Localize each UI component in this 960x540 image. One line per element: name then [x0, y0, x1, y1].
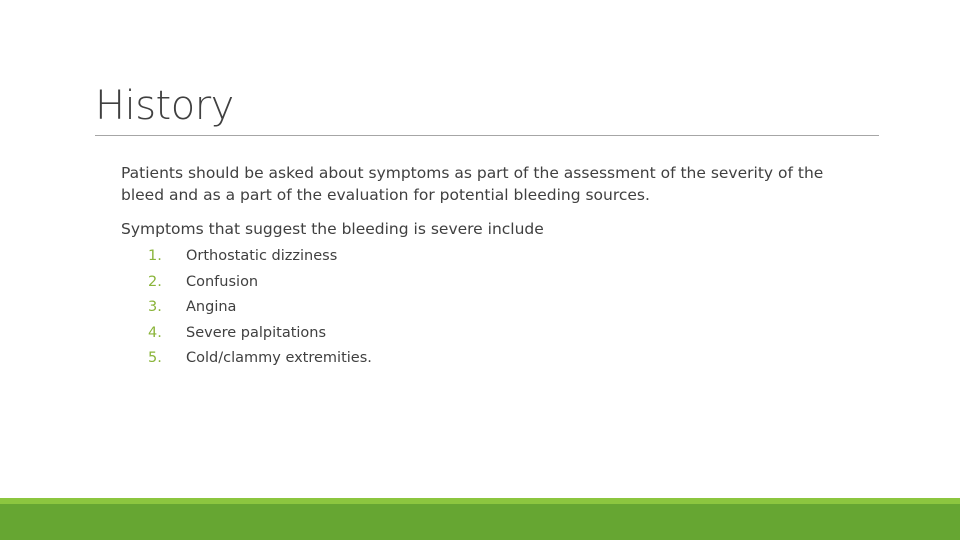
- body-paragraph-1: Patients should be asked about symptoms as part of the assessment of the severity of the bleed and as a part of the evaluation for potential bleeding sources.: [121, 164, 824, 204]
- list-number: 3.: [148, 299, 162, 315]
- list-item-text: Orthostatic dizziness: [186, 248, 338, 264]
- list-item: [121, 244, 861, 270]
- list-number: 1.: [148, 248, 162, 264]
- list-item-text: Cold/clammy extremities.: [186, 350, 372, 366]
- list-number: 5.: [148, 350, 162, 366]
- list-item-text: Severe palpitations: [186, 324, 327, 341]
- title-divider: [95, 135, 879, 136]
- list-item-text: Angina: [186, 299, 237, 315]
- symptom-list: [121, 244, 861, 372]
- list-item: [121, 346, 861, 372]
- list-item: [121, 270, 861, 296]
- slide-body: [121, 162, 861, 372]
- list-number: 2.: [148, 273, 162, 290]
- list-item: [121, 295, 861, 321]
- list-number: 4.: [148, 324, 162, 341]
- footer-band-dark: [0, 504, 960, 540]
- slide-title: History: [95, 83, 234, 129]
- list-item: [121, 321, 861, 347]
- body-paragraph-2: Symptoms that suggest the bleeding is severe include: [121, 220, 544, 238]
- list-item-text: Confusion: [186, 273, 259, 290]
